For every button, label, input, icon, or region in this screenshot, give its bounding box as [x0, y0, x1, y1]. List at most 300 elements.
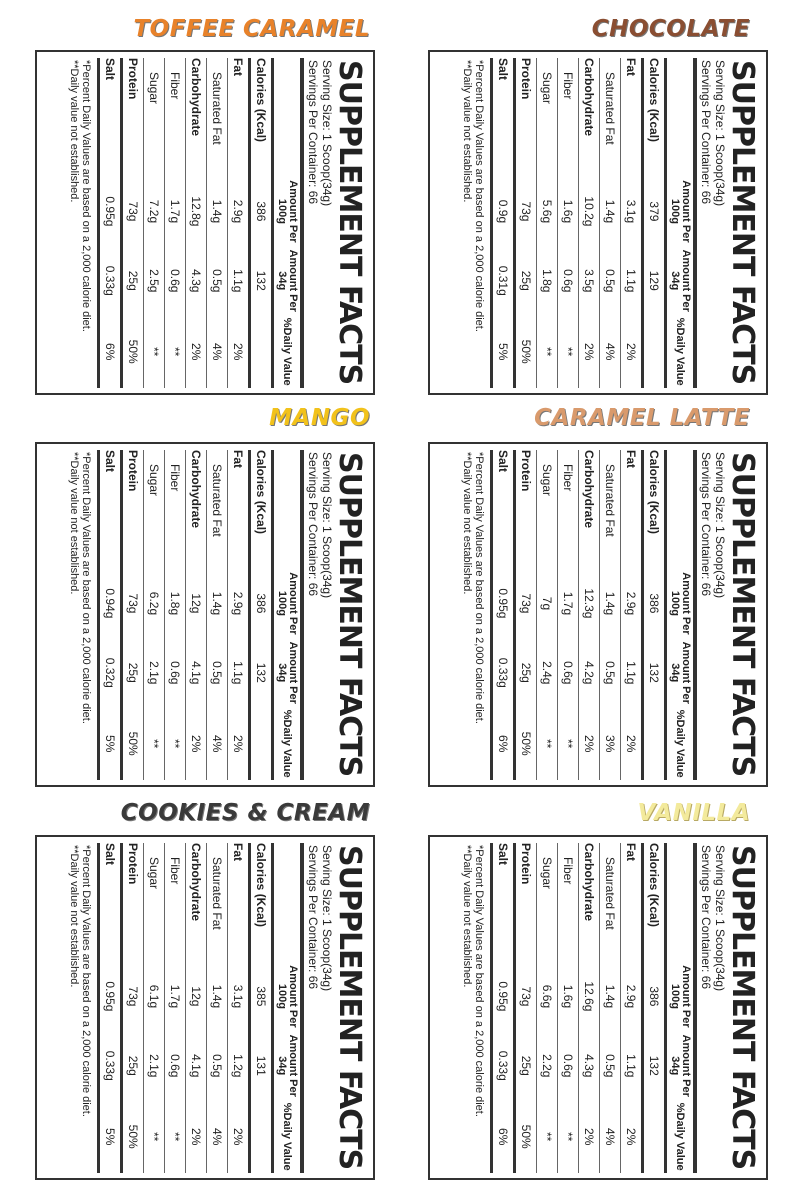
- amount-per-100g: 0.9g: [492, 176, 515, 245]
- row-protein: [122, 843, 144, 1173]
- table-header: [273, 450, 303, 780]
- amount-per-34g: 0.6g: [558, 1031, 579, 1100]
- row-sugar: [537, 843, 558, 1173]
- daily-value: **: [144, 1100, 165, 1173]
- nutrient-name: Sugar: [537, 450, 558, 569]
- amount-per-34g: 0.6g: [558, 246, 579, 315]
- nutrient-name: Fat: [228, 450, 250, 569]
- row-saturated-fat: [600, 843, 621, 1173]
- daily-value: [643, 707, 666, 780]
- daily-value: **: [165, 707, 186, 780]
- daily-value: 50%: [515, 1100, 537, 1173]
- col-header-daily: %Daily Value: [273, 707, 303, 780]
- amount-per-100g: 6.1g: [144, 961, 165, 1030]
- daily-value: 2%: [579, 1100, 600, 1173]
- footnote-daily-values: *Percent Daily Values are based on a 2,000 calorie diet.: [473, 59, 485, 332]
- daily-value: 2%: [579, 315, 600, 388]
- col-header-100g: Amount Per 100g: [273, 961, 303, 1030]
- col-header-34g: Amount Per 34g: [666, 1031, 696, 1100]
- row-saturated-fat: [600, 450, 621, 780]
- daily-value: 2%: [186, 315, 207, 388]
- amount-per-100g: 6.6g: [537, 961, 558, 1030]
- serving-size: Serving Size: 1 Scoop(34g): [320, 59, 334, 206]
- daily-value: 50%: [515, 315, 537, 388]
- nutrient-name: Saturated Fat: [600, 58, 621, 177]
- col-header-100g: Amount Per 100g: [666, 176, 696, 245]
- panel-title: SUPPLEMENT FACTS: [725, 59, 760, 384]
- footnote-daily-values: *Percent Daily Values are based on a 2,000 calorie diet.: [80, 451, 92, 724]
- footnote-not-established: **Daily value not established.: [461, 451, 473, 594]
- amount-per-34g: 25g: [122, 1031, 144, 1100]
- amount-per-100g: 0.94g: [99, 568, 122, 637]
- row-calories: [643, 450, 666, 780]
- nutrient-col-header: [666, 843, 696, 962]
- table-header: [666, 450, 696, 780]
- amount-per-34g: 2.1g: [144, 638, 165, 707]
- amount-per-34g: 2.4g: [537, 638, 558, 707]
- daily-value: **: [537, 1100, 558, 1173]
- nutrient-name: Salt: [492, 450, 515, 569]
- row-carbohydrate: [186, 843, 207, 1173]
- row-calories: [250, 450, 273, 780]
- nutrient-name: Calories (Kcal): [643, 843, 666, 962]
- footnote-not-established: **Daily value not established.: [461, 844, 473, 987]
- amount-per-34g: 4.3g: [579, 1031, 600, 1100]
- amount-per-100g: 386: [250, 176, 273, 245]
- nutrient-name: Carbohydrate: [186, 450, 207, 569]
- amount-per-34g: 2.5g: [144, 246, 165, 315]
- amount-per-100g: 12.6g: [579, 961, 600, 1030]
- row-fat: [228, 843, 250, 1173]
- col-header-34g: Amount Per 34g: [273, 638, 303, 707]
- row-salt: [492, 58, 515, 388]
- amount-per-100g: 386: [643, 568, 666, 637]
- col-header-daily: %Daily Value: [273, 315, 303, 388]
- amount-per-34g: 131: [250, 1031, 273, 1100]
- amount-per-100g: 386: [250, 568, 273, 637]
- nutrition-panel-toffee-caramel: [35, 50, 375, 395]
- row-fiber: [558, 450, 579, 780]
- amount-per-34g: 25g: [515, 1031, 537, 1100]
- daily-value: 2%: [228, 315, 250, 388]
- col-header-daily: %Daily Value: [666, 315, 696, 388]
- amount-per-34g: 0.6g: [165, 246, 186, 315]
- nutrition-table: [97, 843, 304, 1173]
- amount-per-100g: 2.9g: [228, 176, 250, 245]
- row-calories: [643, 58, 666, 388]
- nutrient-name: Protein: [122, 58, 144, 177]
- nutrient-name: Salt: [99, 58, 122, 177]
- footnote-not-established: **Daily value not established.: [461, 59, 473, 202]
- amount-per-34g: 1.1g: [228, 246, 250, 315]
- col-header-daily: %Daily Value: [666, 1100, 696, 1173]
- row-sugar: [144, 843, 165, 1173]
- nutrition-table: [490, 843, 697, 1173]
- amount-per-100g: 3.1g: [621, 176, 643, 245]
- row-salt: [492, 843, 515, 1173]
- row-carbohydrate: [579, 843, 600, 1173]
- row-protein: [122, 450, 144, 780]
- amount-per-100g: 7.2g: [144, 176, 165, 245]
- col-header-daily: %Daily Value: [666, 707, 696, 780]
- nutrient-name: Protein: [122, 843, 144, 962]
- nutrient-name: Fat: [621, 843, 643, 962]
- daily-value: **: [558, 707, 579, 780]
- row-fat: [621, 58, 643, 388]
- nutrient-name: Carbohydrate: [579, 843, 600, 962]
- servings-per-container: Servings Per Container: 66: [306, 844, 320, 989]
- row-salt: [99, 450, 122, 780]
- panel-content: [437, 843, 759, 1173]
- nutrition-panel-mango: [35, 442, 375, 787]
- nutrient-name: Fiber: [165, 843, 186, 962]
- flavor-title-toffee-caramel: TOFFEE CARAMEL: [133, 16, 370, 42]
- daily-value: 5%: [99, 707, 122, 780]
- amount-per-34g: 2.1g: [144, 1031, 165, 1100]
- amount-per-34g: 4.2g: [579, 638, 600, 707]
- daily-value: **: [537, 315, 558, 388]
- amount-per-34g: 0.5g: [207, 638, 228, 707]
- nutrient-name: Protein: [515, 58, 537, 177]
- amount-per-100g: 73g: [515, 568, 537, 637]
- daily-value: 5%: [99, 1100, 122, 1173]
- nutrient-name: Sugar: [144, 58, 165, 177]
- servings-per-container: Servings Per Container: 66: [699, 451, 713, 596]
- row-fiber: [165, 58, 186, 388]
- amount-per-34g: 2.2g: [537, 1031, 558, 1100]
- amount-per-100g: 386: [643, 961, 666, 1030]
- col-header-100g: Amount Per 100g: [666, 961, 696, 1030]
- flavor-title-cookies-cream: COOKIES & CREAM: [120, 800, 370, 826]
- amount-per-34g: 0.33g: [492, 1031, 515, 1100]
- amount-per-34g: 25g: [122, 246, 144, 315]
- footnote-not-established: **Daily value not established.: [68, 844, 80, 987]
- nutrient-name: Salt: [99, 450, 122, 569]
- row-salt: [99, 843, 122, 1173]
- row-salt: [99, 58, 122, 388]
- amount-per-100g: 1.6g: [558, 176, 579, 245]
- row-saturated-fat: [600, 58, 621, 388]
- amount-per-100g: 6.2g: [144, 568, 165, 637]
- amount-per-100g: 12g: [186, 961, 207, 1030]
- nutrient-name: Sugar: [144, 450, 165, 569]
- amount-per-100g: 12g: [186, 568, 207, 637]
- nutrition-table: [97, 58, 304, 388]
- daily-value: **: [165, 315, 186, 388]
- nutrient-name: Saturated Fat: [207, 843, 228, 962]
- amount-per-100g: 0.95g: [492, 568, 515, 637]
- nutrient-name: Carbohydrate: [186, 843, 207, 962]
- amount-per-100g: 73g: [515, 961, 537, 1030]
- col-header-34g: Amount Per 34g: [666, 638, 696, 707]
- amount-per-100g: 1.4g: [207, 568, 228, 637]
- table-header: [666, 843, 696, 1173]
- amount-per-34g: 129: [643, 246, 666, 315]
- nutrient-name: Sugar: [537, 58, 558, 177]
- amount-per-100g: 1.7g: [165, 961, 186, 1030]
- table-header: [273, 843, 303, 1173]
- daily-value: 6%: [492, 1100, 515, 1173]
- amount-per-100g: 7g: [537, 568, 558, 637]
- amount-per-34g: 4.3g: [186, 246, 207, 315]
- flavor-title-chocolate: CHOCOLATE: [591, 16, 750, 42]
- amount-per-100g: 1.4g: [207, 176, 228, 245]
- amount-per-100g: 2.9g: [228, 568, 250, 637]
- panel-title: SUPPLEMENT FACTS: [725, 844, 760, 1169]
- row-carbohydrate: [186, 58, 207, 388]
- amount-per-34g: 0.33g: [492, 638, 515, 707]
- amount-per-34g: 0.5g: [600, 638, 621, 707]
- nutrient-col-header: [273, 450, 303, 569]
- amount-per-100g: 2.9g: [621, 961, 643, 1030]
- row-saturated-fat: [207, 450, 228, 780]
- nutrient-name: Calories (Kcal): [250, 58, 273, 177]
- panel-title: SUPPLEMENT FACTS: [332, 451, 367, 776]
- amount-per-100g: 73g: [122, 176, 144, 245]
- row-carbohydrate: [579, 58, 600, 388]
- col-header-daily: %Daily Value: [273, 1100, 303, 1173]
- amount-per-100g: 1.4g: [600, 568, 621, 637]
- daily-value: [250, 315, 273, 388]
- nutrition-panel-caramel-latte: [428, 442, 768, 787]
- daily-value: 2%: [621, 315, 643, 388]
- row-fat: [621, 450, 643, 780]
- nutrient-name: Fat: [621, 58, 643, 177]
- amount-per-100g: 73g: [122, 961, 144, 1030]
- daily-value: 4%: [600, 315, 621, 388]
- serving-size: Serving Size: 1 Scoop(34g): [713, 59, 727, 206]
- daily-value: **: [537, 707, 558, 780]
- row-carbohydrate: [186, 450, 207, 780]
- daily-value: [643, 315, 666, 388]
- row-fat: [228, 450, 250, 780]
- amount-per-34g: 0.32g: [99, 638, 122, 707]
- amount-per-100g: 379: [643, 176, 666, 245]
- daily-value: **: [165, 1100, 186, 1173]
- nutrient-name: Calories (Kcal): [643, 58, 666, 177]
- amount-per-100g: 5.6g: [537, 176, 558, 245]
- panel-title: SUPPLEMENT FACTS: [725, 451, 760, 776]
- amount-per-34g: 1.2g: [228, 1031, 250, 1100]
- amount-per-34g: 0.5g: [207, 246, 228, 315]
- row-fiber: [165, 450, 186, 780]
- nutrient-name: Protein: [122, 450, 144, 569]
- serving-size: Serving Size: 1 Scoop(34g): [713, 844, 727, 991]
- daily-value: **: [558, 1100, 579, 1173]
- amount-per-34g: 1.1g: [621, 246, 643, 315]
- nutrient-name: Fat: [228, 58, 250, 177]
- row-sugar: [144, 58, 165, 388]
- footnote-daily-values: *Percent Daily Values are based on a 2,000 calorie diet.: [80, 59, 92, 332]
- nutrition-panel-cookies-cream: [35, 835, 375, 1180]
- daily-value: [250, 1100, 273, 1173]
- daily-value: [250, 707, 273, 780]
- amount-per-34g: 0.5g: [600, 1031, 621, 1100]
- daily-value: **: [144, 315, 165, 388]
- nutrient-name: Protein: [515, 843, 537, 962]
- daily-value: 2%: [621, 1100, 643, 1173]
- panel-content: [44, 58, 366, 388]
- col-header-100g: Amount Per 100g: [273, 176, 303, 245]
- daily-value: 5%: [492, 315, 515, 388]
- amount-per-100g: 3.1g: [228, 961, 250, 1030]
- amount-per-34g: 3.5g: [579, 246, 600, 315]
- nutrient-col-header: [666, 58, 696, 177]
- nutrient-name: Fiber: [558, 450, 579, 569]
- nutrient-name: Fiber: [165, 450, 186, 569]
- amount-per-34g: 4.1g: [186, 1031, 207, 1100]
- nutrient-col-header: [273, 58, 303, 177]
- amount-per-100g: 12.3g: [579, 568, 600, 637]
- nutrient-name: Saturated Fat: [600, 843, 621, 962]
- amount-per-34g: 0.5g: [207, 1031, 228, 1100]
- col-header-34g: Amount Per 34g: [273, 246, 303, 315]
- amount-per-100g: 0.95g: [492, 961, 515, 1030]
- nutrient-name: Fat: [228, 843, 250, 962]
- nutrition-table: [97, 450, 304, 780]
- daily-value: 6%: [99, 315, 122, 388]
- daily-value: 2%: [186, 1100, 207, 1173]
- nutrient-name: Salt: [99, 843, 122, 962]
- footnote-not-established: **Daily value not established.: [68, 451, 80, 594]
- amount-per-34g: 0.6g: [165, 638, 186, 707]
- nutrient-name: Sugar: [537, 843, 558, 962]
- daily-value: 2%: [228, 707, 250, 780]
- amount-per-100g: 73g: [122, 568, 144, 637]
- daily-value: **: [558, 315, 579, 388]
- amount-per-34g: 0.33g: [99, 1031, 122, 1100]
- nutrition-panel-vanilla: [428, 835, 768, 1180]
- nutrient-name: Carbohydrate: [579, 58, 600, 177]
- nutrient-name: Saturated Fat: [207, 58, 228, 177]
- amount-per-100g: 0.95g: [99, 961, 122, 1030]
- servings-per-container: Servings Per Container: 66: [306, 59, 320, 204]
- nutrient-name: Saturated Fat: [600, 450, 621, 569]
- nutrient-name: Carbohydrate: [579, 450, 600, 569]
- daily-value: 50%: [515, 707, 537, 780]
- amount-per-100g: 73g: [515, 176, 537, 245]
- daily-value: 2%: [579, 707, 600, 780]
- nutrient-col-header: [666, 450, 696, 569]
- amount-per-34g: 25g: [515, 246, 537, 315]
- col-header-34g: Amount Per 34g: [273, 1031, 303, 1100]
- row-calories: [643, 843, 666, 1173]
- amount-per-100g: 1.8g: [165, 568, 186, 637]
- amount-per-34g: 0.31g: [492, 246, 515, 315]
- amount-per-34g: 4.1g: [186, 638, 207, 707]
- amount-per-100g: 10.2g: [579, 176, 600, 245]
- amount-per-34g: 132: [643, 1031, 666, 1100]
- nutrient-name: Fiber: [165, 58, 186, 177]
- row-fiber: [165, 843, 186, 1173]
- row-fat: [228, 58, 250, 388]
- row-calories: [250, 58, 273, 388]
- nutrient-name: Fiber: [558, 843, 579, 962]
- footnote-daily-values: *Percent Daily Values are based on a 2,000 calorie diet.: [473, 451, 485, 724]
- row-sugar: [537, 450, 558, 780]
- amount-per-100g: 2.9g: [621, 568, 643, 637]
- row-sugar: [144, 450, 165, 780]
- daily-value: 4%: [600, 1100, 621, 1173]
- nutrient-name: Salt: [492, 58, 515, 177]
- col-header-100g: Amount Per 100g: [273, 568, 303, 637]
- amount-per-34g: 0.5g: [600, 246, 621, 315]
- servings-per-container: Servings Per Container: 66: [699, 844, 713, 989]
- daily-value: 4%: [207, 1100, 228, 1173]
- amount-per-34g: 1.1g: [621, 638, 643, 707]
- serving-size: Serving Size: 1 Scoop(34g): [320, 451, 334, 598]
- nutrient-name: Protein: [515, 450, 537, 569]
- amount-per-100g: 1.7g: [165, 176, 186, 245]
- daily-value: 2%: [186, 707, 207, 780]
- daily-value: 2%: [621, 707, 643, 780]
- daily-value: 50%: [122, 315, 144, 388]
- row-fiber: [558, 843, 579, 1173]
- daily-value: 2%: [228, 1100, 250, 1173]
- nutrient-name: Fiber: [558, 58, 579, 177]
- amount-per-34g: 132: [250, 246, 273, 315]
- nutrition-table: [490, 58, 697, 388]
- nutrition-table: [490, 450, 697, 780]
- panel-content: [437, 450, 759, 780]
- nutrient-name: Calories (Kcal): [250, 450, 273, 569]
- row-saturated-fat: [207, 843, 228, 1173]
- panel-content: [44, 450, 366, 780]
- amount-per-100g: 12.8g: [186, 176, 207, 245]
- panel-content: [44, 843, 366, 1173]
- amount-per-34g: 25g: [122, 638, 144, 707]
- nutrient-name: Sugar: [144, 843, 165, 962]
- amount-per-34g: 132: [643, 638, 666, 707]
- nutrient-name: Saturated Fat: [207, 450, 228, 569]
- col-header-34g: Amount Per 34g: [666, 246, 696, 315]
- amount-per-100g: 1.7g: [558, 568, 579, 637]
- daily-value: 3%: [600, 707, 621, 780]
- row-protein: [515, 58, 537, 388]
- amount-per-100g: 1.4g: [207, 961, 228, 1030]
- servings-per-container: Servings Per Container: 66: [699, 59, 713, 204]
- row-carbohydrate: [579, 450, 600, 780]
- serving-size: Serving Size: 1 Scoop(34g): [320, 844, 334, 991]
- nutrition-panel-chocolate: [428, 50, 768, 395]
- amount-per-34g: 0.33g: [99, 246, 122, 315]
- daily-value: 50%: [122, 1100, 144, 1173]
- amount-per-34g: 0.6g: [165, 1031, 186, 1100]
- panel-title: SUPPLEMENT FACTS: [332, 59, 367, 384]
- servings-per-container: Servings Per Container: 66: [306, 451, 320, 596]
- amount-per-34g: 1.1g: [228, 638, 250, 707]
- row-protein: [515, 450, 537, 780]
- panel-title: SUPPLEMENT FACTS: [332, 844, 367, 1169]
- row-protein: [122, 58, 144, 388]
- amount-per-100g: 1.4g: [600, 176, 621, 245]
- row-calories: [250, 843, 273, 1173]
- daily-value: **: [144, 707, 165, 780]
- row-fat: [621, 843, 643, 1173]
- amount-per-100g: 1.4g: [600, 961, 621, 1030]
- table-header: [273, 58, 303, 388]
- panel-content: [437, 58, 759, 388]
- row-fiber: [558, 58, 579, 388]
- flavor-title-vanilla: VANILLA: [637, 800, 750, 826]
- row-protein: [515, 843, 537, 1173]
- amount-per-34g: 0.6g: [558, 638, 579, 707]
- flavor-title-mango: MANGO: [269, 405, 370, 431]
- table-header: [666, 58, 696, 388]
- daily-value: 6%: [492, 707, 515, 780]
- daily-value: 4%: [207, 315, 228, 388]
- daily-value: [643, 1100, 666, 1173]
